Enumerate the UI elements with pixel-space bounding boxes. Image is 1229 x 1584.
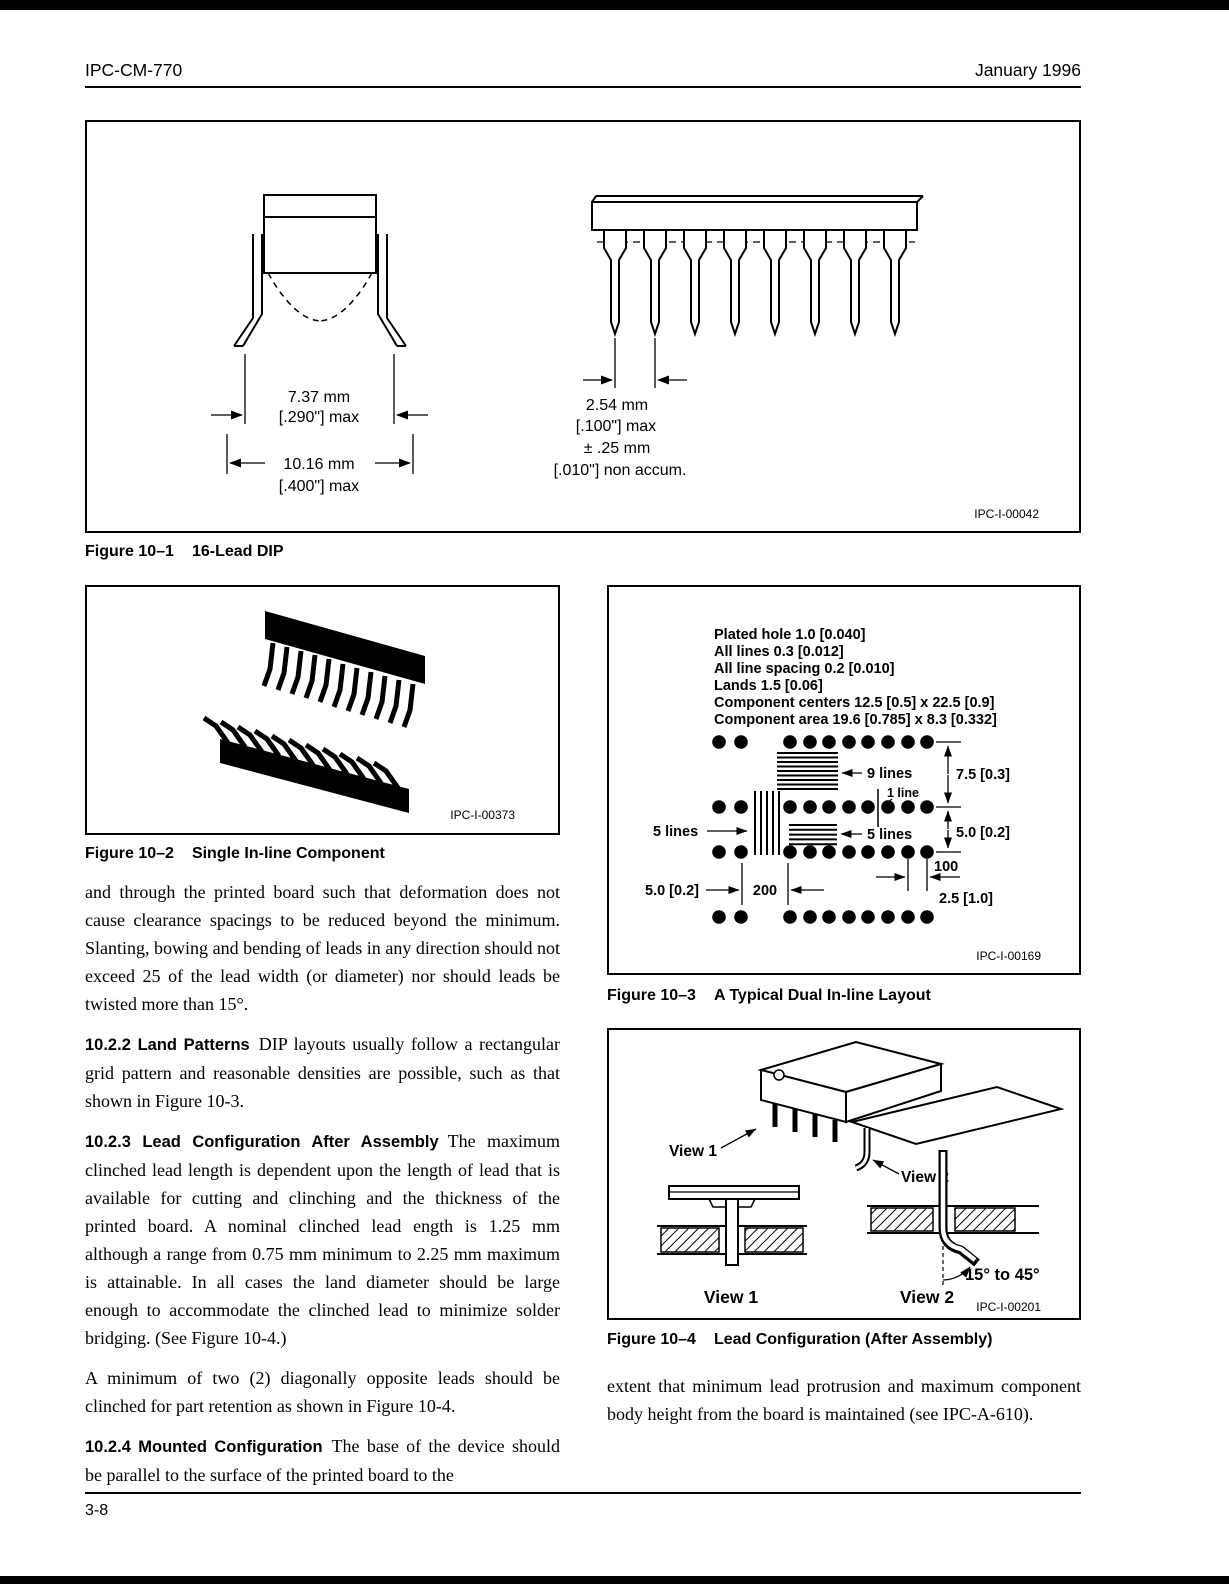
figure-10-3-caption xyxy=(607,987,931,1005)
five-lines-right-label: 5 lines xyxy=(867,827,913,843)
spec-component-area: Component area 19.6 [0.785] x 8.3 [0.332] xyxy=(714,712,997,728)
caption-label: Figure 10–2 xyxy=(85,845,174,862)
isometric-dip-on-board xyxy=(761,1042,1061,1168)
paragraph-clinch-minimum xyxy=(85,1364,560,1420)
paragraph-deformation xyxy=(85,878,560,1018)
doc-number: IPC-CM-770 xyxy=(85,60,183,80)
paragraph-text: The maximum clinched lead length is dependent upon the length of lead that is available for cutting and clinching and the thickness of the printed board. A nominal clinched lead ength is 1.25 mm although a range from 0.75 mm minimum to 2.25 mm maximum is attainable. In all cases the land diameter should be large enough to accommodate the clinched lead to minimize solder bridging. (See Figure 10-4.) xyxy=(85,1131,560,1348)
figure-credit: IPC-I-00373 xyxy=(450,808,515,822)
view1-callout-label: View 1 xyxy=(669,1143,717,1160)
paragraph-mounted-configuration xyxy=(85,1432,560,1489)
figure-credit: IPC-I-00042 xyxy=(974,507,1039,521)
figure-10-4-drawing xyxy=(609,1030,1079,1318)
spec-component-centers: Component centers 12.5 [0.5] x 22.5 [0.9] xyxy=(714,695,995,711)
dim-body-width-label: 7.37 mm xyxy=(287,389,351,406)
spec-lands: Lands 1.5 [0.06] xyxy=(714,678,823,694)
sip-component-upper xyxy=(264,611,425,727)
section-heading-10-2-4: 10.2.4 Mounted Configuration xyxy=(85,1438,323,1456)
view2-callout-label: View 2 xyxy=(901,1169,949,1186)
doc-date: January 1996 xyxy=(974,60,1081,80)
header-rule xyxy=(85,86,1081,88)
caption-label: Figure 10–4 xyxy=(607,1331,696,1348)
scan-edge-bottom xyxy=(0,1576,1229,1584)
figure-credit: IPC-I-00201 xyxy=(976,1300,1041,1314)
five-trace-lines-vertical xyxy=(755,791,779,855)
view1-cross-section xyxy=(657,1186,807,1265)
figure-10-1-box xyxy=(85,120,1081,533)
scan-edge-top xyxy=(0,0,1229,10)
caption-title: 16-Lead DIP xyxy=(191,543,284,560)
paragraph-text: A minimum of two (2) diagonally opposite leads should be clinched for part retention as shown in Figure 10-4. xyxy=(85,1368,560,1416)
figure-10-2-caption xyxy=(85,845,385,863)
section-heading-10-2-3: 10.2.3 Lead Configuration After Assembly xyxy=(85,1133,439,1151)
figure-10-1-drawing xyxy=(87,122,1079,531)
one-line-label: 1 line xyxy=(887,786,919,800)
caption-title: A Typical Dual In-line Layout xyxy=(713,987,931,1004)
figure-10-2-box xyxy=(85,585,560,835)
dim-5-0-bottom-label: 5.0 [0.2] xyxy=(645,883,699,899)
spec-all-lines: All lines 0.3 [0.012] xyxy=(714,644,844,660)
five-trace-lines-horizontal xyxy=(789,825,837,844)
right-column xyxy=(607,1372,1081,1440)
view1-section-label: View 1 xyxy=(703,1287,759,1307)
paragraph-land-patterns xyxy=(85,1030,560,1115)
paragraph-text: The base of the device should be parallel to the surface of the printed board to the xyxy=(85,1436,560,1485)
figure-10-3-box xyxy=(607,585,1081,975)
footer-rule xyxy=(85,1492,1081,1494)
page-header xyxy=(85,60,1081,81)
spec-plated-hole: Plated hole 1.0 [0.040] xyxy=(714,627,866,643)
paragraph-text: DIP layouts usually follow a rectangular grid pattern and reasonable densities are possible, such as that shown in Figure 10-3. xyxy=(85,1034,560,1111)
dim-pitch-label2: [.100"] max xyxy=(575,418,657,435)
paragraph-extent xyxy=(607,1372,1081,1428)
caption-label: Figure 10–3 xyxy=(607,987,696,1004)
dim-100-label: 100 xyxy=(934,859,959,875)
caption-title: Lead Configuration (After Assembly) xyxy=(713,1331,993,1348)
page-number: 3-8 xyxy=(85,1502,109,1519)
dim-pitch-label1: 2.54 mm xyxy=(585,397,649,414)
dim-pitch-label4: [.010"] non accum. xyxy=(553,462,687,479)
dip-end-view xyxy=(211,195,428,474)
dim-overall-width-label: 10.16 mm xyxy=(283,456,355,473)
figure-10-3-drawing xyxy=(609,587,1079,973)
spec-line-spacing: All line spacing 0.2 [0.010] xyxy=(714,661,895,677)
dip-side-view xyxy=(583,196,923,388)
caption-title: Single In-line Component xyxy=(191,845,385,862)
view2-section-label: View 2 xyxy=(899,1287,955,1307)
figure-credit: IPC-I-00169 xyxy=(976,949,1041,963)
paragraph-text: and through the printed board such that deformation does not cause clearance spacings to be reduced beyond the minimum. Slanting, bowing and bending of leads in any direction should not exceed 25 of the lead width (or diameter) nor should leads be twisted more than 15°. xyxy=(85,882,560,1014)
left-column xyxy=(85,878,560,1501)
nine-trace-lines xyxy=(777,753,838,789)
section-heading-10-2-2: 10.2.2 Land Patterns xyxy=(85,1036,250,1054)
dim-7-5-label: 7.5 [0.3] xyxy=(956,767,1010,783)
figure-10-4-box xyxy=(607,1028,1081,1320)
paragraph-text: extent that minimum lead protrusion and maximum component body height from the board is maintained (see IPC-A-610). xyxy=(607,1376,1081,1424)
figure-10-2-drawing xyxy=(87,587,558,833)
dim-pitch-label3: ± .25 mm xyxy=(583,440,651,457)
paragraph-lead-configuration xyxy=(85,1127,560,1352)
caption-label: Figure 10–1 xyxy=(85,543,174,560)
sip-component-lower xyxy=(204,718,409,813)
figure-10-4-caption xyxy=(607,1331,992,1349)
dim-5-0-right-label: 5.0 [0.2] xyxy=(956,825,1010,841)
dim-overall-width-label2: [.400"] max xyxy=(278,478,360,495)
dim-2-5-label: 2.5 [1.0] xyxy=(939,891,993,907)
angle-range-label: 15° to 45° xyxy=(965,1266,1040,1284)
figure-10-1-caption xyxy=(85,543,284,561)
dim-200-label: 200 xyxy=(752,883,778,899)
five-lines-left-label: 5 lines xyxy=(653,824,699,840)
nine-lines-label: 9 lines xyxy=(867,766,913,782)
dim-body-width-label2: [.290"] max xyxy=(278,409,360,426)
